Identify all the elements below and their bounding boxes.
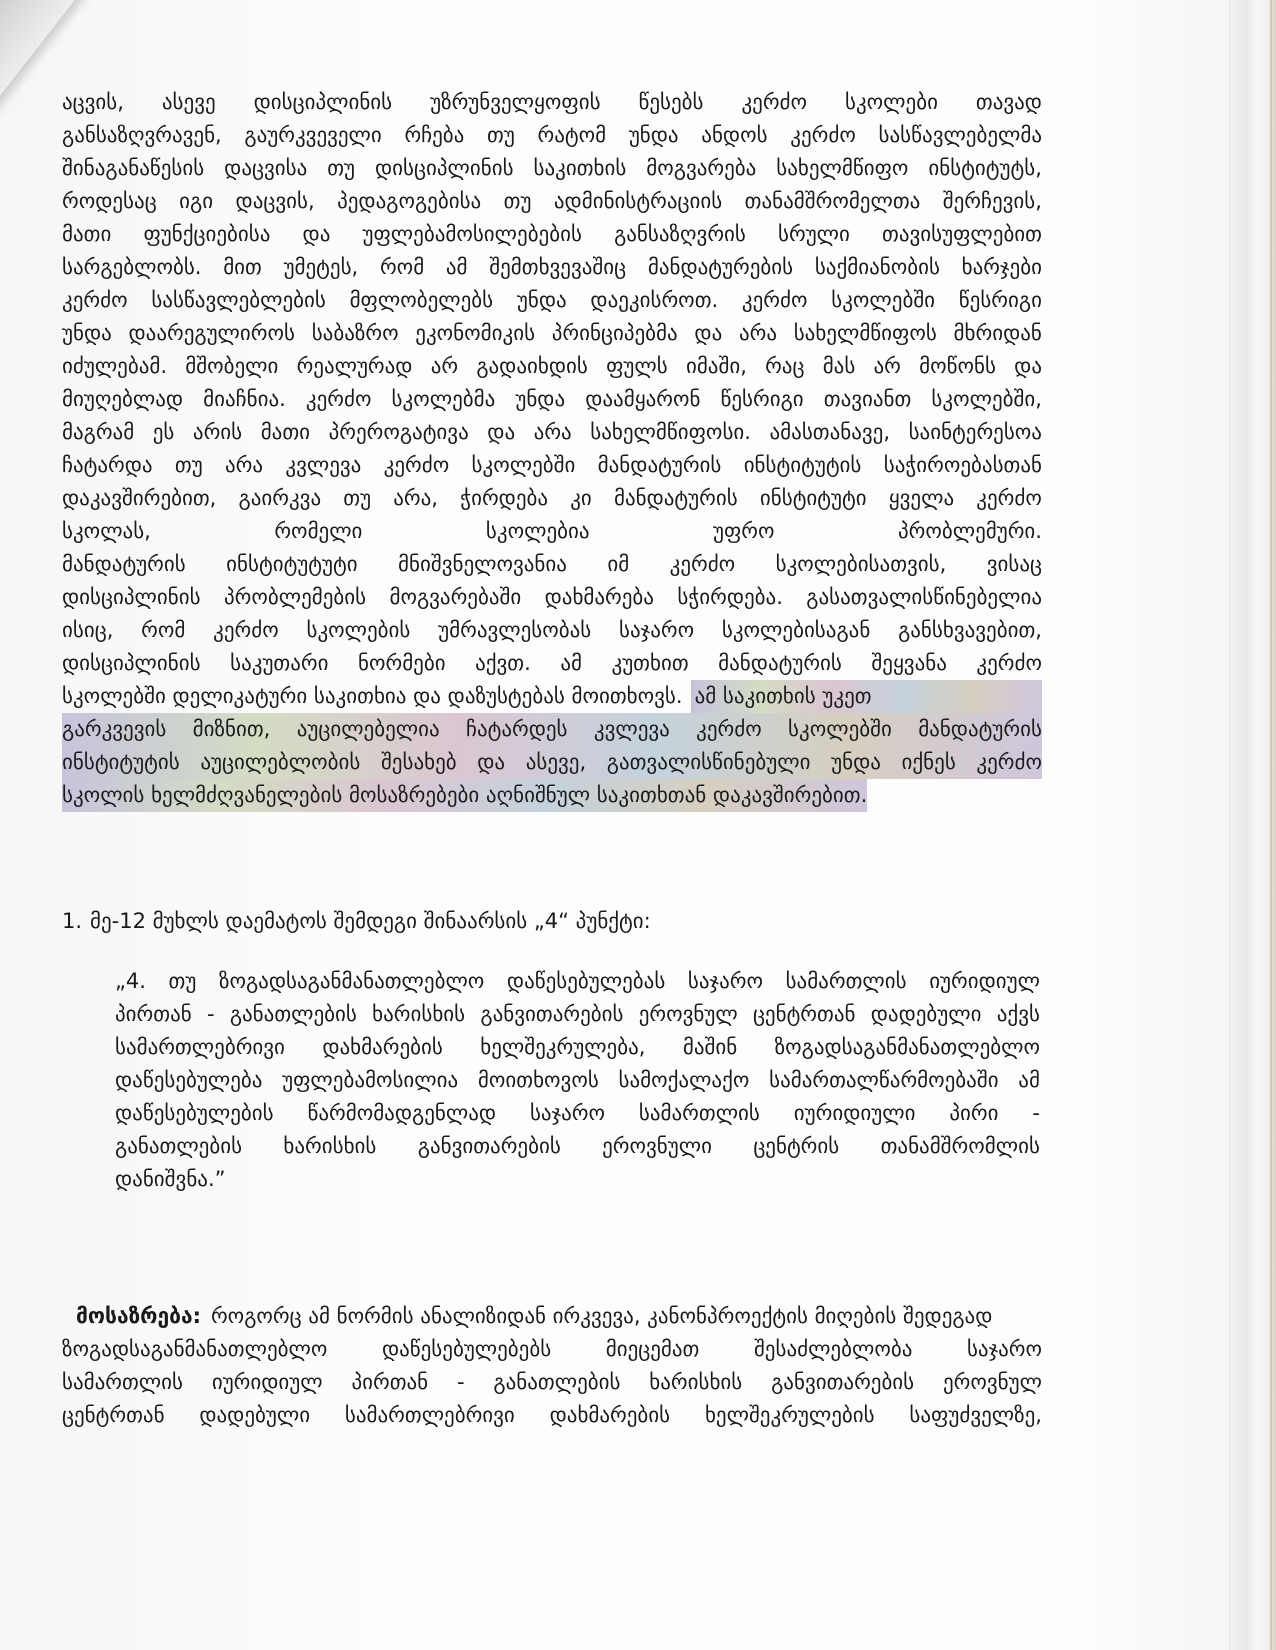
word: მიეცემათ [605, 1337, 700, 1361]
text-segment: სკოლებში დელიკატური საკითხია და დაზუსტებას მოითხოვს. [62, 684, 683, 708]
word: კერძო [976, 486, 1042, 510]
word: პედაგოგებისა [337, 189, 482, 213]
text-line [62, 647, 1042, 680]
word: როდესაც [62, 189, 157, 213]
text-line [115, 1064, 1040, 1097]
text-line [115, 1163, 1040, 1196]
word: თუ [174, 453, 203, 477]
word: ჭირდება [460, 486, 549, 510]
word: უნდა [62, 321, 112, 345]
word: თუ [327, 156, 356, 180]
word: სამართლის [62, 1370, 183, 1394]
word: პირთან [115, 1002, 192, 1026]
word: მიზნით, [192, 717, 271, 741]
word: შესაძლებლობა [753, 1337, 913, 1361]
text-line [62, 218, 1042, 251]
word: დახმარების [549, 1403, 671, 1427]
word: თავიანთ [823, 387, 912, 411]
word: სახელმწიფო [776, 156, 909, 180]
text-line [115, 1097, 1040, 1130]
text-segment: როგორც ამ ნორმის ანალიზიდან ირკვევა, კანონპროექტის მიღების შედეგად [210, 1304, 993, 1328]
word: შერჩევის, [942, 189, 1042, 213]
word: სახელმწიფოს [793, 321, 937, 345]
word: აუცილებელია [296, 717, 440, 741]
word: დახმარების [322, 1035, 443, 1059]
word: სკოლებისათვის, [775, 552, 947, 576]
text-line [62, 449, 1042, 482]
word: სკოლები [844, 90, 938, 114]
word: ვისაც [986, 552, 1042, 576]
word: კი [570, 486, 592, 510]
word: ხარისხის [372, 1002, 466, 1026]
word: მოგვარებაში [389, 585, 522, 609]
word: რომ [141, 618, 186, 642]
word: განვითარების [417, 1134, 561, 1158]
word: განათლების [229, 1002, 357, 1026]
text-line-partially-highlighted [62, 680, 1042, 713]
word: მშობელი [185, 354, 279, 378]
word: კერძო [669, 552, 736, 576]
text-line [62, 251, 1042, 284]
word: წესებს [638, 90, 704, 114]
word: იქნეს [901, 750, 956, 774]
word: გადაიხდის [476, 354, 588, 378]
highlighted-text: ამ საკითხის უკეთ [691, 680, 1042, 713]
word: სკოლებისაგან [721, 618, 871, 642]
word: ფულს [606, 354, 668, 378]
word: ინსტიტუტის [743, 453, 862, 477]
word: აცვის, [62, 90, 124, 114]
text-line [62, 383, 1042, 416]
word: მნიშვნელოვანია [398, 552, 567, 576]
word: დაეკისროთ. [590, 288, 719, 312]
word: რჩება [404, 123, 465, 147]
word: ადმინისტრაციის [553, 189, 723, 213]
word: კერძო [976, 750, 1042, 774]
word: მოგვარება [646, 156, 757, 180]
text-line [62, 119, 1042, 152]
word: საფუძველზე, [909, 1403, 1042, 1427]
word: პრობლემების [223, 585, 367, 609]
word: დისციპლინის [374, 156, 514, 180]
word: ამ [560, 651, 582, 675]
word: სკოლებია [485, 519, 590, 543]
word: გაურკვეველი [244, 123, 382, 147]
word: სამოქალაქო [618, 1068, 750, 1092]
word: კერძო [383, 453, 450, 477]
word: სკოლებში [831, 288, 936, 312]
word: იმ [607, 552, 630, 576]
word: სამართლებრივი [115, 1035, 285, 1059]
word: ანდოს [701, 123, 768, 147]
opinion-label: მოსაზრება: [76, 1304, 201, 1328]
word: კერძო [741, 90, 808, 114]
text-line [62, 1366, 1042, 1399]
word: დაწესებულების [115, 1101, 274, 1125]
word: პირთან [351, 1370, 429, 1394]
text-line [115, 1130, 1040, 1163]
word: საჯარო [966, 1337, 1042, 1361]
word: სკოლებში [471, 453, 576, 477]
word: დაამყარონ [585, 387, 701, 411]
word: სასწავლებელმა [878, 123, 1042, 147]
word: საქმიანობის [814, 255, 940, 279]
word: მფლობელებს [349, 288, 494, 312]
word: უფლებამოსილია [282, 1068, 459, 1092]
word: გასათვალისწინებელია [806, 585, 1042, 609]
word: ხელშეკრულების [704, 1403, 875, 1427]
word: მით [223, 255, 262, 279]
word: სასწავლებლების [151, 288, 326, 312]
word: უმეტეს, [283, 255, 359, 279]
text-line [62, 86, 1042, 119]
word: მანდატურის [62, 552, 186, 576]
word: დაწესებულებას [506, 969, 666, 993]
word: სამართალწარმოებაში [769, 1068, 999, 1092]
word: განათლების [115, 1134, 243, 1158]
word: ხარისხის [283, 1134, 377, 1158]
paragraph-mandatory-institute [62, 86, 1042, 812]
word: საბაზრო [311, 321, 399, 345]
word: კვლევა [593, 717, 670, 741]
word: დისციპლინის [253, 90, 393, 114]
text-line [115, 998, 1040, 1031]
item-number: 1. [62, 909, 83, 933]
word: შეყვანა [871, 651, 947, 675]
word: თუ [487, 123, 515, 147]
word: დისციპლინის [62, 651, 201, 675]
word: დაარეგულიროს [128, 321, 295, 345]
word: არა [225, 453, 264, 477]
text-line [62, 515, 1042, 548]
word: ეროვნულ [638, 1002, 738, 1026]
word: „4. [115, 969, 146, 993]
word: თუ [168, 969, 197, 993]
word: კერძო [62, 288, 128, 312]
word: გათვალისწინებული [606, 750, 811, 774]
word: დადებული [199, 1403, 311, 1427]
highlighted-text-line [62, 713, 1042, 746]
word: ცენტრის [753, 1134, 840, 1158]
word: გარკვევის [62, 717, 167, 741]
word: - [456, 1370, 465, 1394]
word: თავისუფლებით [882, 222, 1042, 246]
word: არა, [393, 486, 438, 510]
word: შესახებ [380, 750, 457, 774]
word: ეროვნული [602, 1134, 712, 1158]
word: რომ [379, 255, 425, 279]
word: კერძო [741, 288, 808, 312]
word: დაწესებულებებს [381, 1337, 552, 1361]
word: შინაგანაწესის [62, 156, 205, 180]
word: - [1032, 1101, 1040, 1125]
word: უზრუნველყოფის [430, 90, 601, 114]
word: ამასთანავე, [769, 420, 891, 444]
word: მაგრამ [62, 420, 135, 444]
word: არა [738, 321, 777, 345]
word: აქვთ. [475, 651, 531, 675]
word: რეალურად [296, 354, 413, 378]
word: სრული [778, 222, 850, 246]
word: იურიდიულ [211, 1370, 323, 1394]
word: გაირკვა [238, 486, 322, 510]
word: დაწესებულება [115, 1068, 263, 1092]
word: სამართლის [638, 1101, 760, 1125]
word: ასევე, [525, 750, 587, 774]
word: მოწონს [919, 354, 996, 378]
word: სკოლების [306, 618, 411, 642]
word: რაც [765, 354, 805, 378]
quoted-amendment [115, 965, 1040, 1196]
word: მიაჩნია. [203, 387, 286, 411]
word: თავად [975, 90, 1042, 114]
word: მანდატურების [647, 255, 794, 279]
word: ეკონომიკის [415, 321, 536, 345]
word: დადებული [870, 1002, 982, 1026]
item-text: მე-12 მუხლს დაემატოს შემდეგი შინაარსის „4“ პუნქტი: [90, 909, 651, 933]
word: დაცვის, [235, 189, 315, 213]
word: აქვს [996, 1002, 1040, 1026]
word: საჯარო [619, 618, 695, 642]
word: ხარჯები [961, 255, 1042, 279]
text-line [62, 317, 1042, 350]
word: ეროვნულ [942, 1370, 1042, 1394]
word: ინსტიტუტის [62, 750, 180, 774]
word: თანამშრომელთა [744, 189, 921, 213]
word: უმრავლესობას [438, 618, 592, 642]
word: სკოლებმა [391, 387, 496, 411]
word: კერძო [790, 123, 856, 147]
word: - [206, 1002, 215, 1026]
word: სკოლებში [788, 717, 892, 741]
word: დაკავშირებით, [62, 486, 217, 510]
text-line [62, 1399, 1042, 1432]
text-line [62, 350, 1042, 383]
word: პრობლემური. [898, 519, 1042, 543]
word: კუთხით [611, 651, 689, 675]
word: ამ [445, 255, 468, 279]
word: მათი [260, 420, 311, 444]
text-line [62, 416, 1042, 449]
word: სჭირდება. [677, 585, 783, 609]
word: ინსტიტუტს, [928, 156, 1042, 180]
word: საკითხის [533, 156, 627, 180]
word: ამ [1018, 1068, 1040, 1092]
highlighted-text-line: სკოლის ხელმძღვანელების მოსაზრებები აღნიშნულ საკითხთან დაკავშირებით. [62, 779, 867, 812]
word: კერძო [976, 651, 1042, 675]
text-line [62, 185, 1042, 218]
text-line [62, 152, 1042, 185]
word: მაშინ [682, 1035, 738, 1059]
word: თუ [503, 189, 532, 213]
word: საჯარო [529, 1101, 605, 1125]
page-stack-edge [1229, 0, 1276, 1650]
word: ფუნქციებისა [143, 222, 271, 246]
word: სამართლის [785, 969, 907, 993]
word: ზოგადსაგანმანათლებლო [774, 1035, 1040, 1059]
word: განსხვავებით, [898, 618, 1042, 642]
word: წესრიგი [720, 387, 804, 411]
word: საჯარო [687, 969, 763, 993]
word: ჩატარდა [62, 453, 153, 477]
word: ისიც, [62, 618, 114, 642]
word: სკოლებში, [931, 387, 1042, 411]
word: ასევე [161, 90, 216, 114]
word: აუცილებლობის [200, 750, 361, 774]
word: და [1014, 354, 1042, 378]
word: და [487, 420, 516, 444]
word: განათლების [493, 1370, 621, 1394]
word: რომელი [274, 519, 363, 543]
word: იმაში, [685, 354, 747, 378]
word: უნდა [831, 750, 881, 774]
text-line [62, 581, 1042, 614]
word: განვითარების [480, 1002, 624, 1026]
word: და [694, 321, 723, 345]
numbered-item [62, 905, 1042, 938]
word: თანამშრომლის [880, 1134, 1040, 1158]
word: პრეროგატივა [328, 420, 469, 444]
word: იურიდიული [793, 1101, 916, 1125]
word: ზოგადსაგანმანათლებლო [218, 969, 485, 993]
word: წესრიგი [958, 288, 1042, 312]
opinion-paragraph [62, 1300, 1042, 1432]
word: ცენტრთან [62, 1403, 165, 1427]
word: ხელშეკრულება, [480, 1035, 646, 1059]
word: განსაზღვრის [614, 222, 746, 246]
word: სახელმწიფოსი. [590, 420, 751, 444]
word: ხარისხის [649, 1370, 743, 1394]
word: მანდატურის [613, 486, 738, 510]
word: არ [430, 354, 459, 378]
text-segment: დანიშვნა.” [115, 1167, 226, 1191]
word: იძულებამ. [62, 354, 168, 378]
word: სამართლებრივი [344, 1403, 515, 1427]
word: საჭიროებასთან [883, 453, 1042, 477]
text-line [62, 548, 1042, 581]
text-line [62, 284, 1042, 317]
word: განსაზღვრავენ, [62, 123, 222, 147]
word: შემთხვევაშიც [489, 255, 627, 279]
word: იურიდიულ [929, 969, 1040, 993]
word: მათი [62, 222, 112, 246]
word: კერძო [213, 618, 279, 642]
word: მას [822, 354, 856, 378]
word: ზოგადსაგანმანათლებლო [62, 1337, 328, 1361]
word: ნორმები [358, 651, 446, 675]
word: მანდატურის [918, 717, 1042, 741]
word: ჩატარდეს [465, 717, 568, 741]
word: მიუღებლად [62, 387, 184, 411]
word: სკოლას, [62, 519, 151, 543]
word: და [477, 750, 506, 774]
word: წარმომადგენლად [307, 1101, 497, 1125]
text-line [62, 1333, 1042, 1366]
word: თუ [343, 486, 372, 510]
word: ეს [152, 420, 175, 444]
word: რატომ [537, 123, 607, 147]
highlighted-text-line [62, 746, 1042, 779]
word: ინსტიტუტუტი [226, 552, 358, 576]
word: უფრო [713, 519, 775, 543]
word: კვლევა [285, 453, 362, 477]
word: ცენტრთან [752, 1002, 856, 1026]
word: არის [192, 420, 243, 444]
word: დისციპლინის [62, 585, 201, 609]
word: ყველა [888, 486, 955, 510]
word: არა [533, 420, 572, 444]
text-line [115, 1031, 1040, 1064]
word: არ [873, 354, 901, 378]
word: საკუთარი [230, 651, 329, 675]
word: განვითარების [771, 1370, 915, 1394]
word: მოითხოვოს [477, 1068, 599, 1092]
word: უნდა [628, 123, 679, 147]
word: კერძო [696, 717, 762, 741]
word: პირი [949, 1101, 999, 1125]
word: დაცვისა [224, 156, 308, 180]
word: მანდატურის [718, 651, 842, 675]
word: პრინციპებმა [551, 321, 678, 345]
word: მხრიდან [953, 321, 1042, 345]
word: კერძო [305, 387, 372, 411]
word: და [302, 222, 331, 246]
word: ინსტიტუტი [759, 486, 867, 510]
word: მანდატურის [597, 453, 722, 477]
word: უფლებამოსილებების [362, 222, 582, 246]
text-line [62, 614, 1042, 647]
word: სარგებლობს. [62, 255, 202, 279]
word: უნდა [516, 288, 567, 312]
word: უნდა [515, 387, 566, 411]
text-line [62, 482, 1042, 515]
word: დახმარება [544, 585, 654, 609]
word: საინტერესოა [908, 420, 1042, 444]
text-line [115, 965, 1040, 998]
word: იგი [179, 189, 214, 213]
